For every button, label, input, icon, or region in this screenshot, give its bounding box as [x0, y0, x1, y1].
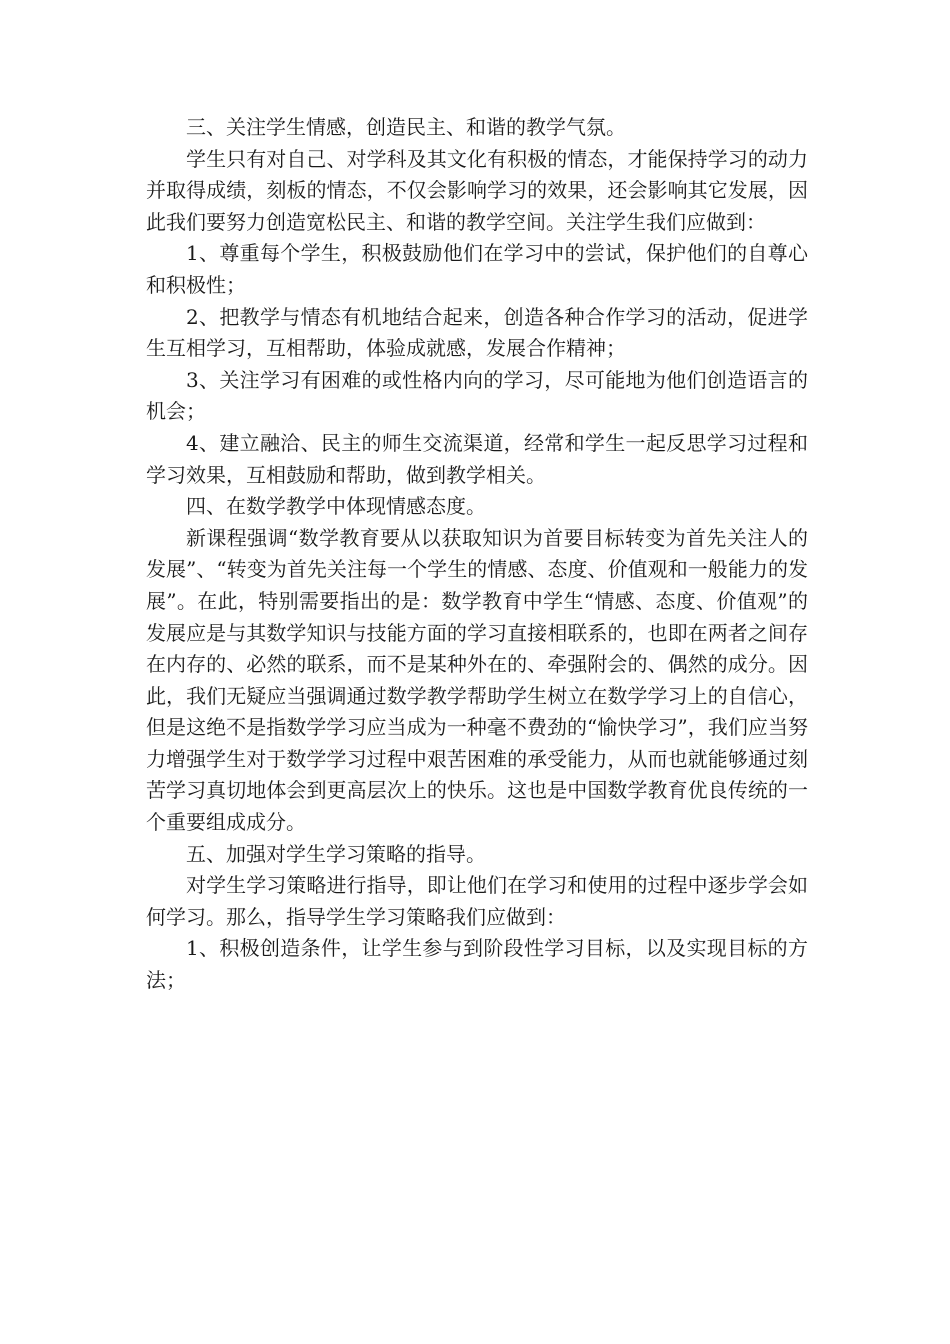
section-heading-3: 三、关注学生情感，创造民主、和谐的教学气氛。 — [186, 115, 626, 139]
list-item: 1、积极创造条件，让学生参与到阶段性学习目标，以及实现目标的方法； — [146, 936, 808, 993]
list-item: 4、建立融洽、民主的师生交流渠道，经常和学生一起反思学习过程和学习效果，互相鼓励和帮助，做到教学相关。 — [146, 430, 808, 487]
list-item: 2、把教学与情态有机地结合起来，创造各种合作学习的活动，促进学生互相学习，互相帮助，体验成就感，发展合作精神； — [146, 304, 808, 361]
list-item: 1、尊重每个学生，积极鼓励他们在学习中的尝试，保护他们的自尊心和积极性； — [146, 241, 808, 297]
paragraph: 对学生学习策略进行指导，即让他们在学习和使用的过程中逐步学会如何学习。那么，指导学生学习策略我们应做到： — [146, 873, 808, 929]
section-heading-4: 四、在数学教学中体现情感态度。 — [186, 494, 486, 519]
paragraph: 新课程强调“数学教育要从以获取知识为首要目标转变为首先关注人的发展”、“转变为首先关注每一个学生的情感、态度、价值观和一般能力的发展”。在此，特别需要指出的是：数学教育中学生“情感、态度、价值观”的发展应是与其数学知识与技能方面的学习直接相联系的，也即在两者之间存在内存的、必然的联系，而不是某种外在的、牵强附会的、偶然的成分。因此，我们无疑应当强调通过数学教学帮助学生树立在数学学习上的自信心，但是这绝不是指数学学习应当成为一种毫不费劲的“愉快学习”，我们应当努力增强学生对于数学学习过程中艰苦困难的承受能力，从而也就能够通过刻苦学习真切地体会到更高层次上的快乐。这也是中国数学教育优良传统的一个重要组成成分。 — [146, 525, 808, 835]
paragraph: 学生只有对自己、对学科及其文化有积极的情态，才能保持学习的动力并取得成绩，刻板的情态，不仅会影响学习的效果，还会影响其它发展，因此我们要努力创造宽松民主、和谐的教学空间。关注学生我们应做到： — [146, 146, 808, 234]
document-page — [146, 112, 808, 997]
list-item: 3、关注学习有困难的或性格内向的学习，尽可能地为他们创造语言的机会； — [146, 367, 808, 424]
section-heading-5: 五、加强对学生学习策略的指导。 — [186, 841, 486, 866]
